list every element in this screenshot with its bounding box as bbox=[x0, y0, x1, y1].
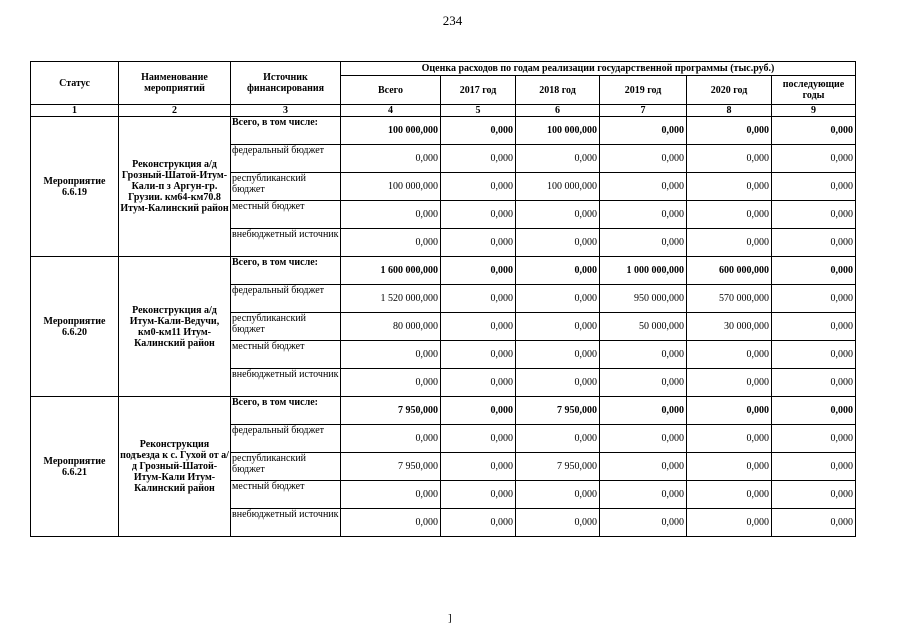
amount-cell: 0,000 bbox=[687, 481, 772, 509]
amount-cell: 7 950,000 bbox=[341, 397, 441, 425]
amount-cell: 950 000,000 bbox=[600, 285, 687, 313]
amount-cell: 0,000 bbox=[772, 481, 856, 509]
funding-source: внебюджетный источник bbox=[231, 369, 341, 397]
amount-cell: 0,000 bbox=[516, 229, 600, 257]
amount-cell: 0,000 bbox=[441, 341, 516, 369]
amount-cell: 0,000 bbox=[516, 341, 600, 369]
amount-cell: 600 000,000 bbox=[687, 257, 772, 285]
amount-cell: 0,000 bbox=[516, 285, 600, 313]
measure-status: Мероприятие 6.6.19 bbox=[31, 117, 119, 257]
amount-cell: 0,000 bbox=[772, 397, 856, 425]
funding-source: федеральный бюджет bbox=[231, 425, 341, 453]
amount-cell: 0,000 bbox=[772, 285, 856, 313]
amount-cell: 0,000 bbox=[600, 173, 687, 201]
amount-cell: 0,000 bbox=[441, 369, 516, 397]
amount-cell: 1 600 000,000 bbox=[341, 257, 441, 285]
amount-cell: 50 000,000 bbox=[600, 313, 687, 341]
amount-cell: 0,000 bbox=[687, 341, 772, 369]
measure-status: Мероприятие 6.6.20 bbox=[31, 257, 119, 397]
funding-source-header: Источник финансирования bbox=[231, 62, 341, 105]
amount-cell: 0,000 bbox=[600, 229, 687, 257]
amount-cell: 0,000 bbox=[441, 201, 516, 229]
funding-source: Всего, в том числе: bbox=[231, 257, 341, 285]
column-number: 7 bbox=[600, 105, 687, 117]
amount-cell: 0,000 bbox=[600, 425, 687, 453]
amount-cell: 0,000 bbox=[516, 257, 600, 285]
amount-cell: 0,000 bbox=[516, 481, 600, 509]
total-header: Всего bbox=[341, 76, 441, 105]
amount-cell: 0,000 bbox=[441, 425, 516, 453]
measure-name: Реконструкция а/д Грозный-Шатой-Итум-Кали-п з Аргун-гр. Грузии. км64-км70.8 Итум-Калинский район bbox=[119, 117, 231, 257]
amount-cell: 0,000 bbox=[441, 453, 516, 481]
amount-cell: 1 520 000,000 bbox=[341, 285, 441, 313]
measure-name: Реконструкция подъезда к с. Гухой от а/д Грозный-Шатой-Итум-Кали Итум-Калинский район bbox=[119, 397, 231, 537]
funding-source: местный бюджет bbox=[231, 341, 341, 369]
amount-cell: 0,000 bbox=[341, 341, 441, 369]
amount-cell: 0,000 bbox=[687, 369, 772, 397]
column-number: 8 bbox=[687, 105, 772, 117]
amount-cell: 0,000 bbox=[687, 425, 772, 453]
amount-cell: 7 950,000 bbox=[516, 397, 600, 425]
amount-cell: 0,000 bbox=[341, 145, 441, 173]
amount-cell: 0,000 bbox=[772, 313, 856, 341]
amount-cell: 0,000 bbox=[687, 201, 772, 229]
amount-cell: 0,000 bbox=[772, 145, 856, 173]
amount-cell: 0,000 bbox=[516, 313, 600, 341]
amount-cell: 100 000,000 bbox=[516, 117, 600, 145]
year-2019-header: 2019 год bbox=[600, 76, 687, 105]
amount-cell: 0,000 bbox=[600, 481, 687, 509]
amount-cell: 0,000 bbox=[772, 257, 856, 285]
amount-cell: 0,000 bbox=[441, 481, 516, 509]
funding-source: внебюджетный источник bbox=[231, 229, 341, 257]
amount-cell: 0,000 bbox=[341, 481, 441, 509]
amount-cell: 0,000 bbox=[772, 509, 856, 537]
table-body bbox=[31, 117, 856, 537]
amount-cell: 0,000 bbox=[600, 453, 687, 481]
funding-source: Всего, в том числе: bbox=[231, 117, 341, 145]
amount-cell: 0,000 bbox=[441, 173, 516, 201]
amount-cell: 0,000 bbox=[687, 509, 772, 537]
amount-cell: 0,000 bbox=[687, 229, 772, 257]
amount-cell: 0,000 bbox=[341, 369, 441, 397]
funding-source: местный бюджет bbox=[231, 201, 341, 229]
amount-cell: 0,000 bbox=[687, 453, 772, 481]
column-number: 1 bbox=[31, 105, 119, 117]
year-2018-header: 2018 год bbox=[516, 76, 600, 105]
column-number: 2 bbox=[119, 105, 231, 117]
table-row bbox=[31, 397, 856, 425]
funding-source: республиканский бюджет bbox=[231, 453, 341, 481]
amount-cell: 0,000 bbox=[772, 369, 856, 397]
amount-cell: 0,000 bbox=[441, 285, 516, 313]
funding-source: местный бюджет bbox=[231, 481, 341, 509]
funding-source: федеральный бюджет bbox=[231, 145, 341, 173]
amount-cell: 0,000 bbox=[441, 145, 516, 173]
amount-cell: 1 000 000,000 bbox=[600, 257, 687, 285]
amount-cell: 0,000 bbox=[441, 313, 516, 341]
amount-cell: 0,000 bbox=[516, 369, 600, 397]
amount-cell: 0,000 bbox=[772, 173, 856, 201]
footer-mark: ] bbox=[448, 612, 452, 624]
amount-cell: 0,000 bbox=[600, 509, 687, 537]
amount-cell: 0,000 bbox=[600, 369, 687, 397]
measure-status: Мероприятие 6.6.21 bbox=[31, 397, 119, 537]
amount-cell: 0,000 bbox=[772, 453, 856, 481]
table-row bbox=[31, 117, 856, 145]
amount-cell: 570 000,000 bbox=[687, 285, 772, 313]
column-number: 9 bbox=[772, 105, 856, 117]
funding-source: внебюджетный источник bbox=[231, 509, 341, 537]
year-2017-header: 2017 год bbox=[441, 76, 516, 105]
column-number: 5 bbox=[441, 105, 516, 117]
amount-cell: 7 950,000 bbox=[341, 453, 441, 481]
column-number: 4 bbox=[341, 105, 441, 117]
status-header: Статус bbox=[31, 62, 119, 105]
amount-cell: 0,000 bbox=[441, 397, 516, 425]
amount-cell: 100 000,000 bbox=[516, 173, 600, 201]
amount-cell: 0,000 bbox=[687, 117, 772, 145]
page-number: 234 bbox=[442, 13, 463, 28]
amount-cell: 0,000 bbox=[441, 117, 516, 145]
expense-estimate-header: Оценка расходов по годам реализации государственной программы (тыс.руб.) bbox=[341, 62, 856, 76]
amount-cell: 0,000 bbox=[341, 201, 441, 229]
amount-cell: 0,000 bbox=[772, 201, 856, 229]
amount-cell: 0,000 bbox=[687, 173, 772, 201]
measure-name: Реконструкция а/д Итум-Кали-Ведучи, км0-км11 Итум-Калинский район bbox=[119, 257, 231, 397]
amount-cell: 0,000 bbox=[341, 229, 441, 257]
funding-source: республиканский бюджет bbox=[231, 313, 341, 341]
table-row bbox=[31, 257, 856, 285]
amount-cell: 0,000 bbox=[516, 425, 600, 453]
amount-cell: 80 000,000 bbox=[341, 313, 441, 341]
measure-name-header: Наименование мероприятий bbox=[119, 62, 231, 105]
column-number: 3 bbox=[231, 105, 341, 117]
funding-source: республиканский бюджет bbox=[231, 173, 341, 201]
amount-cell: 0,000 bbox=[600, 117, 687, 145]
amount-cell: 0,000 bbox=[600, 201, 687, 229]
amount-cell: 100 000,000 bbox=[341, 173, 441, 201]
funding-source: федеральный бюджет bbox=[231, 285, 341, 313]
amount-cell: 0,000 bbox=[687, 397, 772, 425]
amount-cell: 0,000 bbox=[341, 425, 441, 453]
amount-cell: 0,000 bbox=[600, 145, 687, 173]
amount-cell: 0,000 bbox=[516, 509, 600, 537]
amount-cell: 0,000 bbox=[600, 397, 687, 425]
amount-cell: 0,000 bbox=[772, 117, 856, 145]
year-2020-header: 2020 год bbox=[687, 76, 772, 105]
column-number: 6 bbox=[516, 105, 600, 117]
funding-source: Всего, в том числе: bbox=[231, 397, 341, 425]
amount-cell: 0,000 bbox=[341, 509, 441, 537]
amount-cell: 0,000 bbox=[600, 341, 687, 369]
amount-cell: 30 000,000 bbox=[687, 313, 772, 341]
amount-cell: 0,000 bbox=[772, 229, 856, 257]
amount-cell: 0,000 bbox=[441, 509, 516, 537]
amount-cell: 0,000 bbox=[687, 145, 772, 173]
amount-cell: 0,000 bbox=[441, 229, 516, 257]
amount-cell: 0,000 bbox=[772, 425, 856, 453]
amount-cell: 0,000 bbox=[516, 201, 600, 229]
column-number-row bbox=[31, 105, 856, 117]
later-years-header: последующие годы bbox=[772, 76, 856, 105]
amount-cell: 100 000,000 bbox=[341, 117, 441, 145]
amount-cell: 0,000 bbox=[441, 257, 516, 285]
amount-cell: 0,000 bbox=[772, 341, 856, 369]
amount-cell: 7 950,000 bbox=[516, 453, 600, 481]
amount-cell: 0,000 bbox=[516, 145, 600, 173]
budget-table bbox=[30, 61, 856, 537]
